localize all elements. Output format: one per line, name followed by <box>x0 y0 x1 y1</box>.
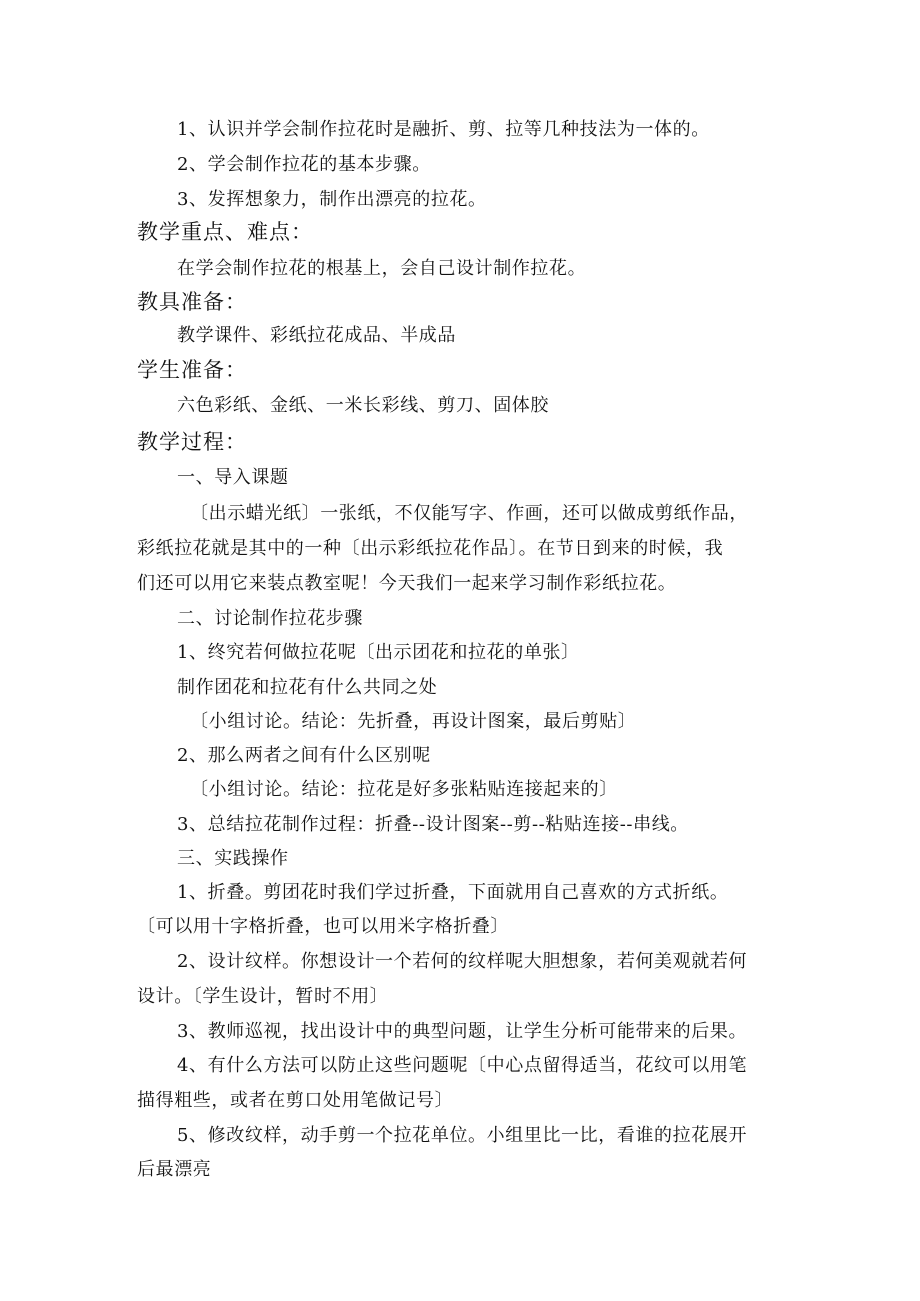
practice-1-line-1: 1、折叠。剪团花时我们学过折叠，下面就用自己喜欢的方式折纸。 <box>177 882 729 903</box>
student-prep-text: 六色彩纸、金纸、一米长彩线、剪刀、固体胶 <box>177 395 549 416</box>
objective-3: 3、发挥想象力，制作出漂亮的拉花。 <box>177 189 487 210</box>
discussion-2-conclusion: 〔小组讨论。结论：拉花是好多张粘贴连接起来的〕 <box>190 779 618 800</box>
objective-1: 1、认识并学会制作拉花时是融折、剪、拉等几种技法为一体的。 <box>177 119 710 140</box>
section-1-title: 一、导入课题 <box>177 467 289 488</box>
heading-key-points: 教学重点、难点： <box>137 220 313 244</box>
intro-paragraph-line-1: 〔出示蜡光纸〕一张纸，不仅能写字、作画，还可以做成剪纸作品， <box>190 503 748 524</box>
practice-3: 3、教师巡视，找出设计中的典型问题，让学生分析可能带来的后果。 <box>177 1021 748 1042</box>
practice-5-line-1: 5、修改纹样，动手剪一个拉花单位。小组里比一比，看谁的拉花展开 <box>177 1125 748 1146</box>
objective-2: 2、学会制作拉花的基本步骤。 <box>177 154 431 175</box>
heading-student-prep: 学生准备： <box>137 358 247 382</box>
practice-2-line-2: 设计。〔学生设计，暂时不用〕 <box>137 986 389 1007</box>
teaching-aids-text: 教学课件、彩纸拉花成品、半成品 <box>177 325 456 346</box>
practice-1-line-2: 〔可以用十字格折叠，也可以用米字格折叠〕 <box>137 916 509 937</box>
discussion-3-summary: 3、总结拉花制作过程：折叠--设计图案--剪--粘贴连接--串线。 <box>177 814 689 835</box>
section-3-title: 三、实践操作 <box>177 848 289 869</box>
practice-5-line-2: 后最漂亮 <box>137 1159 212 1180</box>
intro-paragraph-line-3: 们还可以用它来装点教室呢！今天我们一起来学习制作彩纸拉花。 <box>137 573 677 594</box>
section-2-title: 二、讨论制作拉花步骤 <box>177 608 363 629</box>
practice-4-line-2: 描得粗些，或者在剪口处用笔做记号〕 <box>137 1090 454 1111</box>
discussion-2: 2、那么两者之间有什么区别呢 <box>177 745 431 766</box>
discussion-1-question: 制作团花和拉花有什么共同之处 <box>177 677 438 698</box>
heading-process: 教学过程： <box>137 430 247 454</box>
discussion-1-conclusion: 〔小组讨论。结论：先折叠，再设计图案，最后剪贴〕 <box>190 711 637 732</box>
heading-teaching-aids: 教具准备： <box>137 290 247 314</box>
practice-4-line-1: 4、有什么方法可以防止这些问题呢〔中心点留得适当，花纹可以用笔 <box>177 1055 748 1076</box>
key-points-text: 在学会制作拉花的根基上，会自己设计制作拉花。 <box>177 258 587 279</box>
intro-paragraph-line-2: 彩纸拉花就是其中的一种〔出示彩纸拉花作品〕。在节日到来的时候，我 <box>137 538 724 559</box>
discussion-1: 1、终究若何做拉花呢〔出示团花和拉花的单张〕 <box>177 642 580 663</box>
practice-2-line-1: 2、设计纹样。你想设计一个若何的纹样呢大胆想象，若何美观就若何 <box>177 951 748 972</box>
